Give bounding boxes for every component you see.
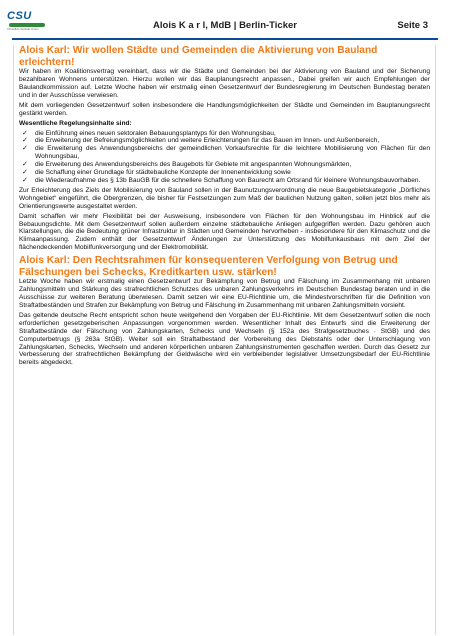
- list-item: [19, 137, 430, 145]
- section1-heading: Alois Karl: Wir wollen Städte und Gemeinden die Aktivierung von Bauland erleichtern!: [19, 45, 378, 68]
- list-item-text: die Erweiterung des Anwendungsbereichs des Baugebots für Gebiete mit angespannten Wohnungsmärkten,: [35, 161, 352, 169]
- section1-paragraph-1: Wir haben im Koalitionsvertrag vereinbart, dass wir die Städte und Gemeinden bei der Aktivierung von Bauland und der Sicherung bezahlbaren Wohnens unterstützen. Hierzu wollen wir das Bauplanungsrecht anpassen., Dabei greifen wir auch Empfehlungen der Baulandkommission auf. Letzte Woche haben wir erstmalig einen Gesetzentwurf der Bundesregierung im Deutschen Bundestag beraten und in der Ausschüsse verwiesen.: [19, 68, 430, 99]
- section2-paragraph-1: Letzte Woche haben wir erstmalig einen Gesetzentwurf zur Bekämpfung von Betrug und Fälschung im Zusammenhang mit unbaren Zahlungsmitteln und Stärkung des strafrechtlichen Schutzes des unbaren Zahlungsverkehrs im Deutschen Bundestag beraten und in die Ausschüsse zur weiteren Beratung überwiesen. Damit setzen wir eine EU-Richtlinie um, die Mindestvorschriften für die Definition von Straftatbeständen und Strafen zur Bekämpfung von Betrug und Fälschung im Zusammenhang mit unbaren Zahlungsmitteln vorsieht.: [19, 278, 430, 310]
- list-item-text: die Schaffung einer Grundlage für städtebauliche Konzepte der Innenentwicklung sowie: [35, 169, 291, 177]
- content-area: [13, 45, 436, 635]
- header-rule: [12, 38, 438, 40]
- logo-subtitle: Christlich-Soziale Union: [7, 27, 39, 31]
- checkmark-icon: ✓: [22, 161, 28, 169]
- section2-heading: Alois Karl: Den Rechtsrahmen für konsequenteren Verfolgung von Betrug und Fälschungen bei Schecks, Kreditkarten usw. stärken!: [19, 255, 398, 278]
- section1-paragraph-2: Mit dem vorliegenden Gesetzentwurf sollen insbesondere die Handlungsmöglichkeiten der Städte und Gemeinden im Bauplanungsrecht gestärkt werden.: [19, 101, 430, 117]
- list-item: [19, 145, 430, 161]
- checkmark-icon: ✓: [22, 137, 28, 145]
- header-title: Alois K a r l, MdB | Berlin-Ticker: [153, 20, 297, 31]
- logo-text: CSU: [7, 10, 32, 22]
- section1-paragraph-5: Damit schaffen wir mehr Flexibilität bei der Ausweisung, insbesondere von Flächen für den Wohnungsbau im Hinblick auf die Bebauungsdichte. Mit dem Gesetzentwurf sollen außerdem einzelne städtebauliche Anliegen aufgegriffen werden. Dazu gehören auch Klarstellungen, die die Bedeutung grüner Infrastruktur in Städten und Gemeinden hervorheben - insbesondere für den Klimaschutz und die Klimaanpassung. Zudem enthält der Gesetzentwurf Änderungen zur Unterstützung des Mobilfunkausbaus mit dem Ziel der flächendeckenden Mobilfunkversorgung und der Elektromobilität.: [19, 212, 430, 252]
- list-item-text: die Erweiterung des Anwendungsbereichs der gemeindlichen Vorkaufsrechte für die leichtere Mobilisierung von Flächen für den Wohnungsbau,: [35, 145, 430, 161]
- list-item-text: die Erweiterung der Befreiungsmöglichkeiten und weitere Erleichterungen für das Bauen im Innen- und Außenbereich,: [35, 137, 380, 145]
- list-item: [19, 130, 430, 138]
- checkmark-icon: ✓: [22, 129, 28, 137]
- list-item: [19, 169, 430, 177]
- checkmark-icon: ✓: [22, 145, 28, 153]
- list-item: [19, 177, 430, 185]
- section1-paragraph-4: Zur Erleichterung des Ziels der Mobilisierung von Bauland sollen in der Baunutzungsverordnung die neue Baugebietskategorie „Dörfliches Wohngebiet“ eingeführt, die Obergrenzen, die bisher für Festsetzungen zum Maß der baulichen Nutzung galten, sollen jetzt blos mehr als Orientierungswerte ausgestaltet werden.: [19, 186, 430, 210]
- section1-bullet-list: [19, 130, 430, 185]
- list-item: [19, 161, 430, 169]
- checkmark-icon: ✓: [22, 176, 28, 184]
- section2-paragraph-2: Das geltende deutsche Recht entspricht schon heute weitgehend den Vorgaben der EU-Richtlinie. Mit dem Gesetzentwurf sollen die noch erforderlichen gesetzgeberischen Anpassungen vorgenommen werden. Wesentlicher Inhalt des Entwurfs sind die Erweiterung der Straftatbestände der Fälschung von Zahlungskarten, Schecks und Wechseln (§ 152a des Strafgesetzbuches · StGB) und des Computerbetrugs (§ 263a StGB). Weiter soll ein Straftatbestand der Vorbereitung des Diebstahls oder der Unterschlagung von Zahlungskarten, Schecks, Wechseln und anderen körperlichen unbaren Zahlungsinstrumenten geschaffen werden. Durch das Gesetz zur Verbesserung der strafrechtlichen Bekämpfung der Geldwäsche wird ein verbleibender legislativer Umsetzungsbedarf der EU-Richtlinie bereits abgedeckt.: [19, 311, 430, 367]
- header: [0, 0, 450, 42]
- checkmark-icon: ✓: [22, 169, 28, 177]
- page-number: Seite 3: [397, 20, 428, 31]
- list-item-text: die Wiederaufnahme des § 13b BauGB für die schnellere Schaffung von Baurecht am Ortsrand für kleinere Wohnungsbauvorhaben.: [35, 176, 421, 184]
- section1-paragraph-3: Wesentliche Regelungsinhalte sind:: [19, 119, 132, 127]
- list-item-text: die Einführung eines neuen sektoralen Bebauungsplantyps für den Wohnungsbau,: [35, 129, 276, 137]
